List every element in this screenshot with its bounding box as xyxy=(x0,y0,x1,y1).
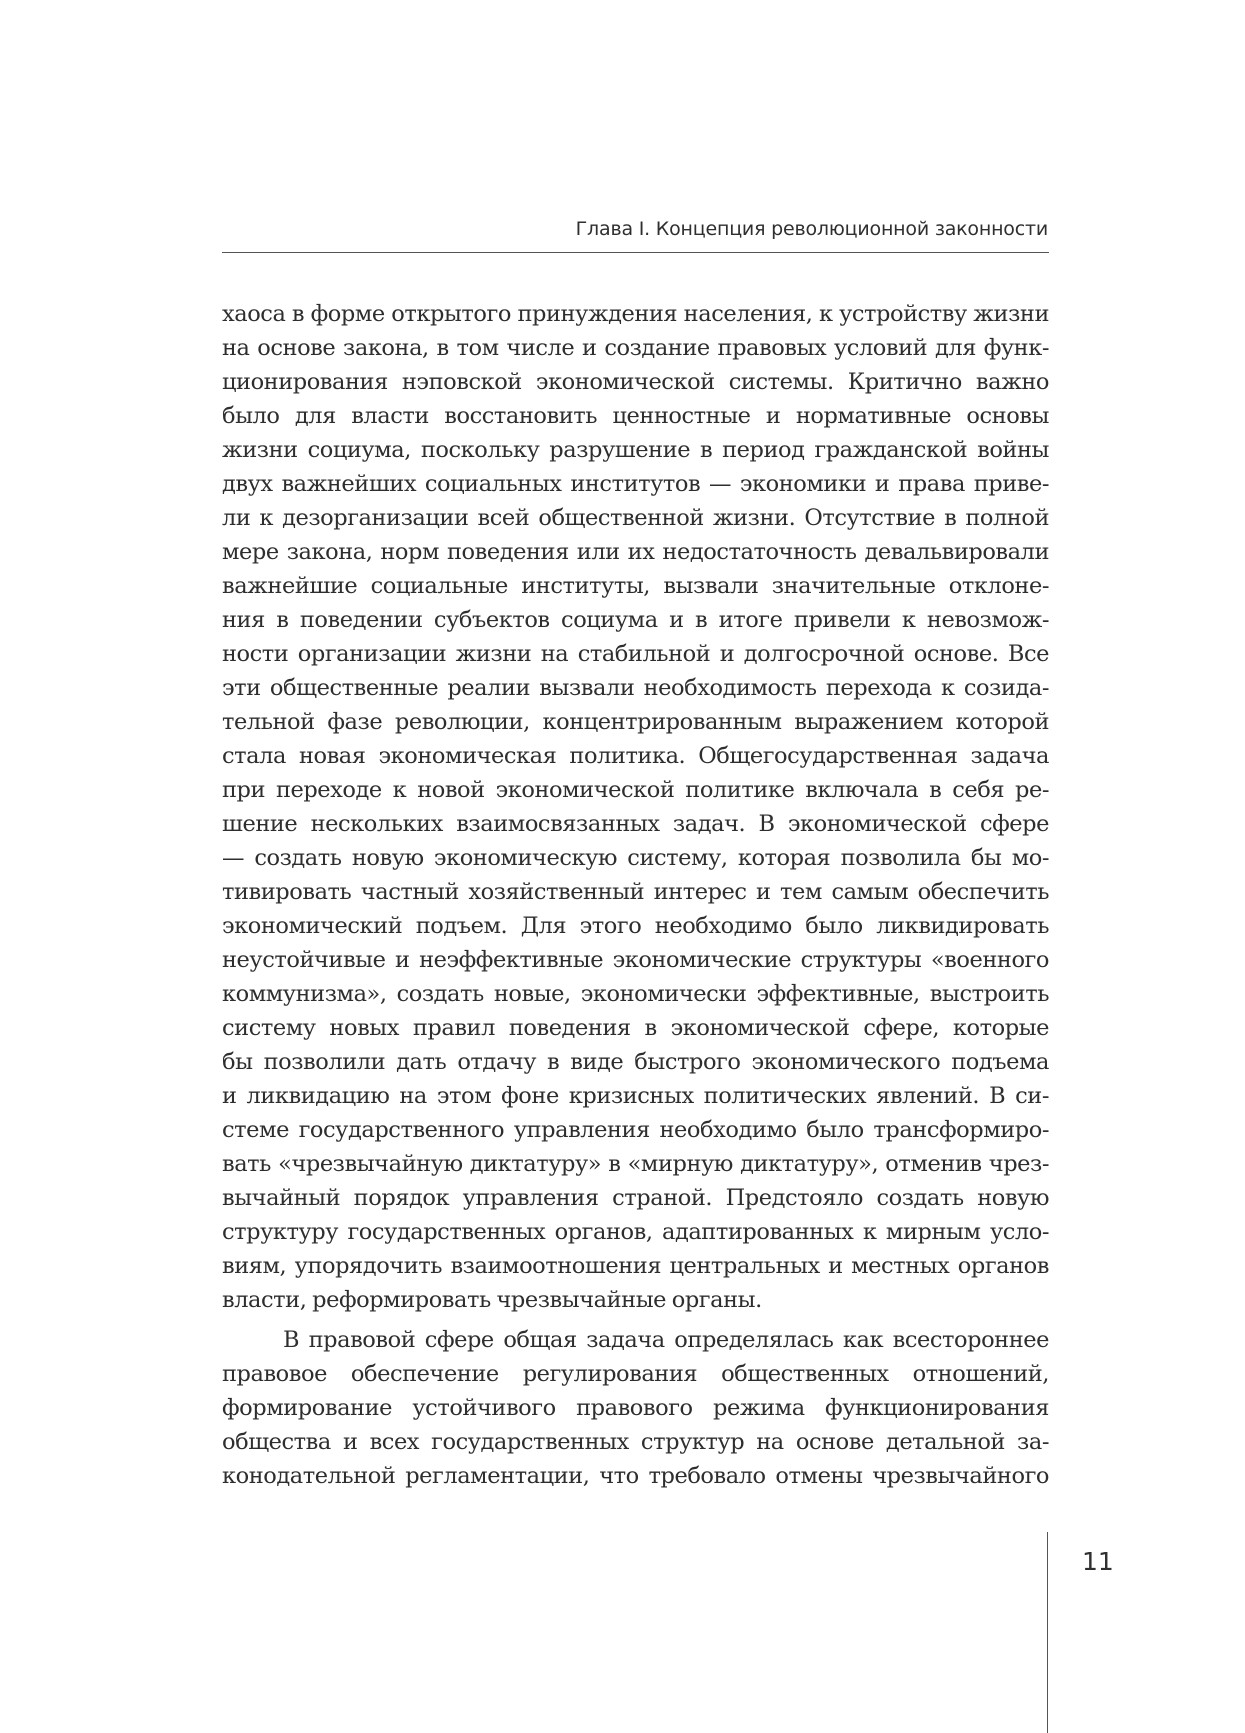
page-number: 11 xyxy=(1082,1547,1114,1576)
text-line: систему новых правил поведения в экономической сфере, которые xyxy=(222,1015,1049,1041)
text-line: структуру государственных органов, адаптированных к мирным усло- xyxy=(222,1219,1049,1245)
text-line: неустойчивые и неэффективные экономические структуры «военного xyxy=(222,947,1049,973)
text-line: коммунизма», создать новые, экономически эффективные, выстроить xyxy=(222,981,1049,1007)
header-divider xyxy=(222,252,1049,253)
text-line: ности организации жизни на стабильной и долгосрочной основе. Все xyxy=(222,641,1049,667)
text-line: — создать новую экономическую систему, которая позволила бы мо- xyxy=(222,845,1049,871)
body-text xyxy=(222,297,1049,1493)
text-line: мере закона, норм поведения или их недостаточность девальвировали xyxy=(222,539,1049,565)
text-line: эти общественные реалии вызвали необходимость перехода к созида- xyxy=(222,675,1049,701)
text-line: тивировать частный хозяйственный интерес и тем самым обеспечить xyxy=(222,879,1049,905)
text-line: ционирования нэповской экономической системы. Критично важно xyxy=(222,369,1049,395)
text-line: ли к дезорганизации всей общественной жизни. Отсутствие в полной xyxy=(222,505,1049,531)
text-line: бы позволили дать отдачу в виде быстрого экономического подъема xyxy=(222,1049,1049,1075)
text-line: и ликвидацию на этом фоне кризисных политических явлений. В си- xyxy=(222,1083,1049,1109)
text-line: общества и всех государственных структур на основе детальной за- xyxy=(222,1429,1049,1455)
running-head: Глава I. Концепция революционной законности xyxy=(575,218,1048,240)
text-line: жизни социума, поскольку разрушение в период гражданской войны xyxy=(222,437,1049,463)
text-line: при переходе к новой экономической политике включала в себя ре- xyxy=(222,777,1049,803)
text-line: экономический подъем. Для этого необходимо было ликвидировать xyxy=(222,913,1049,939)
text-line: было для власти восстановить ценностные и нормативные основы xyxy=(222,403,1049,429)
page-number-divider xyxy=(1047,1532,1048,1733)
text-line: вычайный порядок управления страной. Предстояло создать новую xyxy=(222,1185,1049,1211)
text-line: вать «чрезвычайную диктатуру» в «мирную диктатуру», отменив чрез- xyxy=(222,1151,1049,1177)
text-line: тельной фазе революции, концентрированным выражением которой xyxy=(222,709,1049,735)
text-line: формирование устойчивого правового режима функционирования xyxy=(222,1395,1049,1421)
text-line: стала новая экономическая политика. Общегосударственная задача xyxy=(222,743,1049,769)
paragraph-1 xyxy=(222,297,1049,1317)
text-line: шение нескольких взаимосвязанных задач. В экономической сфере xyxy=(222,811,1049,837)
text-line: правовое обеспечение регулирования общественных отношений, xyxy=(222,1361,1049,1387)
text-line: на основе закона, в том числе и создание правовых условий для функ- xyxy=(222,335,1049,361)
text-line: двух важнейших социальных институтов — экономики и права приве- xyxy=(222,471,1049,497)
text-line: конодательной регламентации, что требовало отмены чрезвычайного xyxy=(222,1463,1049,1489)
text-line: власти, реформировать чрезвычайные органы. xyxy=(222,1287,762,1313)
text-line: стеме государственного управления необходимо было трансформиро- xyxy=(222,1117,1049,1143)
text-line: В правовой сфере общая задача определялась как всестороннее xyxy=(283,1327,1049,1353)
text-line: хаоса в форме открытого принуждения населения, к устройству жизни xyxy=(222,301,1049,327)
text-line: ния в поведении субъектов социума и в итоге привели к невозмож- xyxy=(222,607,1049,633)
text-line: виям, упорядочить взаимоотношения центральных и местных органов xyxy=(222,1253,1049,1279)
text-line: важнейшие социальные институты, вызвали значительные отклоне- xyxy=(222,573,1049,599)
paragraph-2 xyxy=(222,1323,1049,1493)
